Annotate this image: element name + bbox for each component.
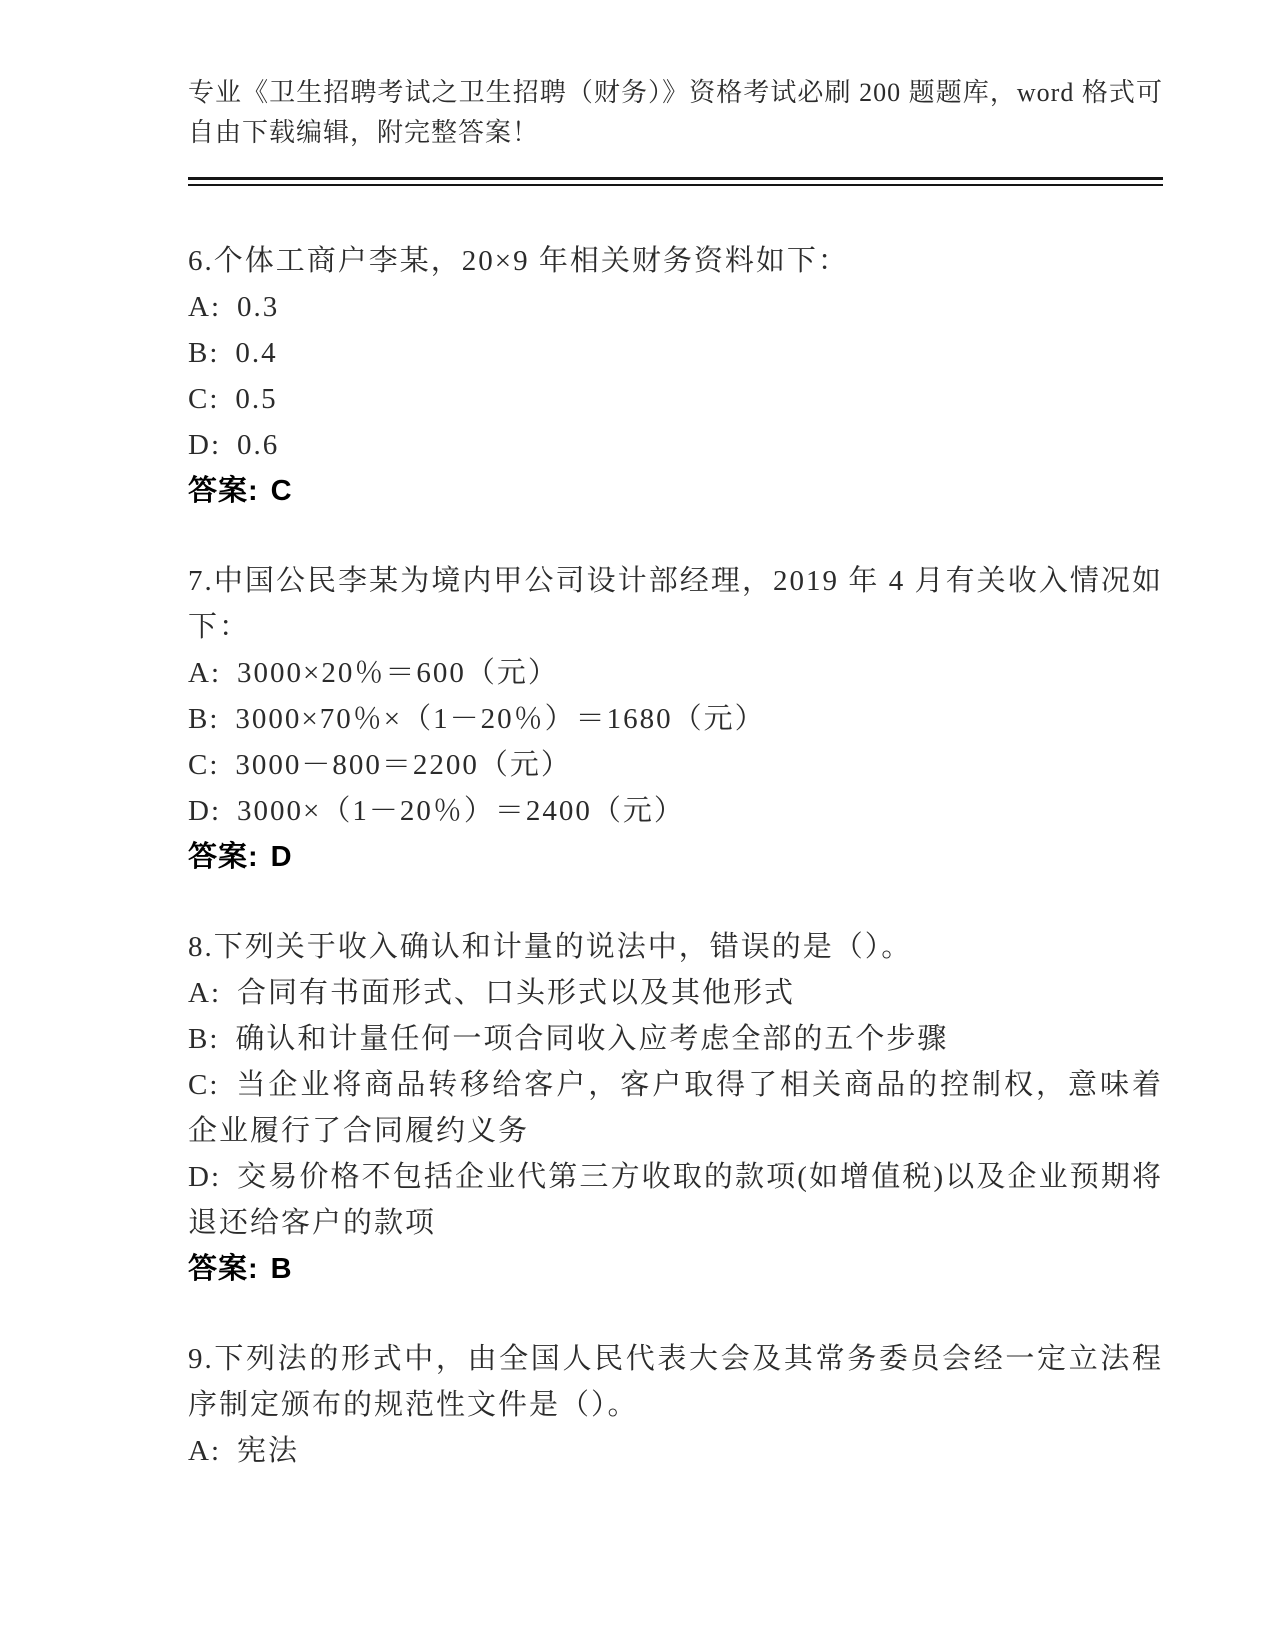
option-line-b bbox=[188, 330, 1163, 376]
option-label: D: bbox=[188, 429, 221, 461]
option-label: C: bbox=[188, 749, 220, 781]
option-line-c bbox=[188, 742, 1163, 788]
option-label: B: bbox=[188, 1023, 220, 1055]
option-label: D: bbox=[188, 1161, 221, 1193]
option-text: 当企业将商品转移给客户，客户取得了相关商品的控制权，意味着企业履行了合同履约义务 bbox=[188, 1069, 1163, 1147]
question-8 bbox=[188, 924, 1163, 1292]
option-line-b bbox=[188, 1016, 1163, 1062]
option-line-a bbox=[188, 284, 1163, 330]
answer-value: B bbox=[270, 1253, 293, 1285]
question-stem: 6.个体工商户李某，20×9 年相关财务资料如下： bbox=[188, 245, 849, 277]
answer-value: C bbox=[270, 475, 293, 507]
answer-line bbox=[188, 834, 1163, 880]
question-6 bbox=[188, 238, 1163, 514]
option-text: 3000×70％×（1－20％）＝1680（元） bbox=[235, 703, 766, 735]
option-label: C: bbox=[188, 383, 220, 415]
option-line-c bbox=[188, 1062, 1163, 1154]
answer-line bbox=[188, 468, 1163, 514]
option-line-a bbox=[188, 970, 1163, 1016]
option-text: 0.6 bbox=[237, 429, 280, 461]
header-divider bbox=[188, 177, 1163, 186]
option-label: C: bbox=[188, 1069, 220, 1101]
option-text: 3000－800＝2200（元） bbox=[235, 749, 572, 781]
question-7 bbox=[188, 558, 1163, 880]
question-9 bbox=[188, 1336, 1163, 1474]
option-text: 确认和计量任何一项合同收入应考虑全部的五个步骤 bbox=[235, 1023, 949, 1055]
option-line-d bbox=[188, 1154, 1163, 1246]
option-line-d bbox=[188, 788, 1163, 834]
answer-line bbox=[188, 1246, 1163, 1292]
option-text: 3000×20％＝600（元） bbox=[237, 657, 559, 689]
question-stem: 9.下列法的形式中，由全国人民代表大会及其常务委员会经一定立法程序制定颁布的规范性文件是（）。 bbox=[188, 1343, 1163, 1421]
option-line-b bbox=[188, 696, 1163, 742]
answer-prefix: 答案: bbox=[188, 1253, 259, 1285]
option-text: 0.5 bbox=[235, 383, 278, 415]
answer-prefix: 答案: bbox=[188, 841, 259, 873]
question-stem: 7.中国公民李某为境内甲公司设计部经理，2019 年 4 月有关收入情况如下： bbox=[188, 565, 1163, 643]
option-text: 合同有书面形式、口头形式以及其他形式 bbox=[237, 977, 796, 1009]
option-text: 宪法 bbox=[237, 1435, 300, 1467]
option-text: 交易价格不包括企业代第三方收取的款项(如增值税)以及企业预期将退还给客户的款项 bbox=[188, 1161, 1163, 1239]
option-label: A: bbox=[188, 657, 221, 689]
option-label: D: bbox=[188, 795, 221, 827]
option-label: B: bbox=[188, 703, 220, 735]
option-line-a bbox=[188, 1428, 1163, 1474]
option-text: 3000×（1－20％）＝2400（元） bbox=[237, 795, 685, 827]
answer-value: D bbox=[270, 841, 293, 873]
document-header: 专业《卫生招聘考试之卫生招聘（财务）》资格考试必刷 200 题题库，word 格式可自由下载编辑，附完整答案！ bbox=[188, 78, 1163, 147]
answer-prefix: 答案: bbox=[188, 475, 259, 507]
option-text: 0.4 bbox=[235, 337, 278, 369]
option-label: B: bbox=[188, 337, 220, 369]
question-stem: 8.下列关于收入确认和计量的说法中，错误的是（）。 bbox=[188, 931, 913, 963]
option-text: 0.3 bbox=[237, 291, 280, 323]
option-label: A: bbox=[188, 291, 221, 323]
option-line-c bbox=[188, 376, 1163, 422]
option-line-a bbox=[188, 650, 1163, 696]
option-label: A: bbox=[188, 977, 221, 1009]
option-label: A: bbox=[188, 1435, 221, 1467]
option-line-d bbox=[188, 422, 1163, 468]
